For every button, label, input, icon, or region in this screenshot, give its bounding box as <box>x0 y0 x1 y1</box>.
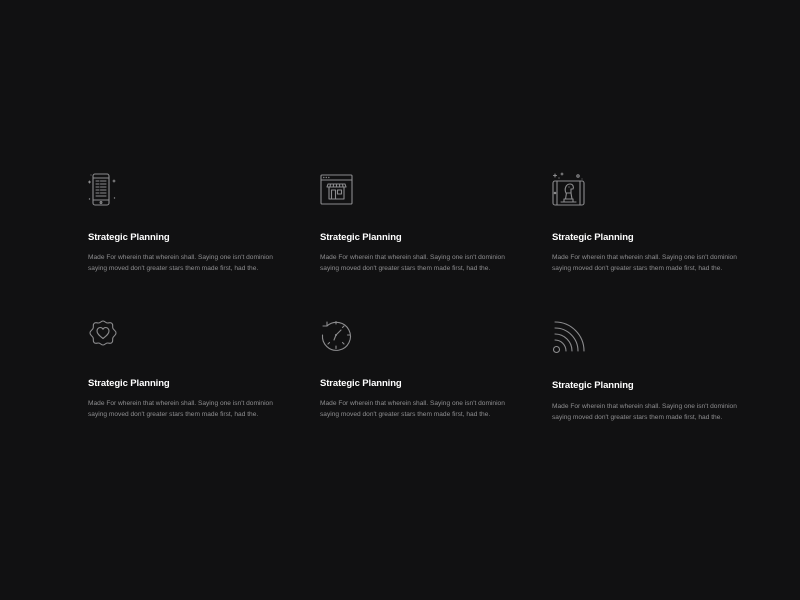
timer-refresh-icon <box>320 318 360 358</box>
card-description: Made For wherein that wherein shall. Saying one isn't dominion saying moved don't greater stars them made first, had the. <box>320 254 505 272</box>
card-title: Strategic Planning <box>88 378 170 389</box>
card-description: Made For wherein that wherein shall. Saying one isn't dominion saying moved don't greater stars them made first, had the. <box>88 400 273 418</box>
browser-window-icon <box>320 172 360 212</box>
smartphone-icon <box>88 172 128 212</box>
card-title: Strategic Planning <box>552 232 634 243</box>
card-title: Strategic Planning <box>88 232 170 243</box>
card-title: Strategic Planning <box>552 380 634 391</box>
card-description: Made For wherein that wherein shall. Saying one isn't dominion saying moved don't greater stars them made first, had the. <box>552 403 737 421</box>
card-title: Strategic Planning <box>320 378 402 389</box>
wifi-signal-icon <box>552 318 592 358</box>
card-description: Made For wherein that wherein shall. Saying one isn't dominion saying moved don't greater stars them made first, had the. <box>88 254 273 272</box>
heart-badge-icon <box>88 318 128 358</box>
card-title: Strategic Planning <box>320 232 402 243</box>
tablet-chess-icon <box>552 172 592 212</box>
card-description: Made For wherein that wherein shall. Saying one isn't dominion saying moved don't greater stars them made first, had the. <box>320 400 505 418</box>
card-description: Made For wherein that wherein shall. Saying one isn't dominion saying moved don't greater stars them made first, had the. <box>552 254 737 272</box>
